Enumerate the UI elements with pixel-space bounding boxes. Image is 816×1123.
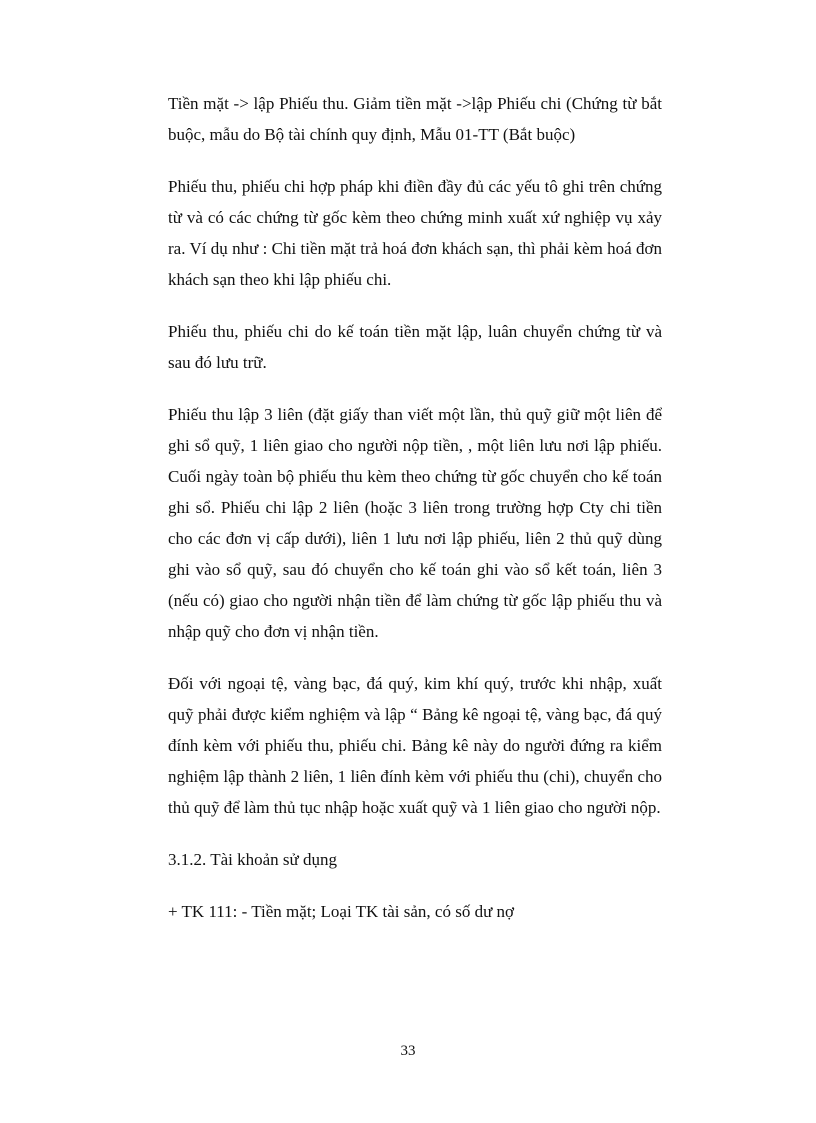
paragraph-voucher-validity: Phiếu thu, phiếu chi hợp pháp khi điền đầy đủ các yếu tô ghi trên chứng từ và có các chứng từ gốc kèm theo chứng minh xuất xứ nghiệp vụ xảy ra. Ví dụ như : Chi tiền mặt trả hoá đơn khách sạn, thì phải kèm hoá đơn khách sạn theo khi lập phiếu chi. — [168, 177, 662, 289]
paragraph-tk-111: + TK 111: - Tiền mặt; Loại TK tài sản, có số dư nợ — [168, 902, 515, 921]
document-body — [168, 88, 662, 927]
paragraph-voucher-preparation: Phiếu thu, phiếu chi do kế toán tiền mặt lập, luân chuyển chứng từ và sau đó lưu trữ. — [168, 322, 662, 372]
paragraph-voucher-copies: Phiếu thu lập 3 liên (đặt giấy than viết một lần, thủ quỹ giữ một liên để ghi sổ quỹ, 1 liên giao cho người nộp tiền, , một liên lưu nơi lập phiếu. Cuối ngày toàn bộ phiếu thu kèm theo chứng từ gốc chuyển cho kế toán ghi sổ. Phiếu chi lập 2 liên (hoặc 3 liên trong trường hợp Cty chi tiền cho các đơn vị cấp dưới), liên 1 lưu nơi lập phiếu, liên 2 thủ quỹ dùng ghi vào sổ quỹ, sau đó chuyển cho kế toán ghi vào sổ kết toán, liên 3 (nếu có) giao cho người nhận tiền để làm chứng từ gốc lập phiếu thu và nhập quỹ cho đơn vị nhận tiền. — [168, 405, 662, 641]
paragraph-cash-vouchers: Tiền mặt -> lập Phiếu thu. Giảm tiền mặt ->lập Phiếu chi (Chứng từ bắt buộc, mẫu do Bộ tài chính quy định, Mẫu 01-TT (Bắt buộc) — [168, 94, 662, 144]
paragraph-foreign-currency: Đối với ngoại tệ, vàng bạc, đá quý, kim khí quý, trước khi nhập, xuất quỹ phải được kiểm nghiệm và lập “ Bảng kê ngoại tệ, vàng bạc, đá quý đính kèm với phiếu thu, phiếu chi. Bảng kê này do người đứng ra kiểm nghiệm lập thành 2 liên, 1 liên đính kèm với phiếu thu (chi), chuyển cho thủ quỹ để làm thủ tục nhập hoặc xuất quỹ và 1 liên giao cho người nộp. — [168, 674, 662, 817]
section-heading-accounts-used: 3.1.2. Tài khoản sử dụng — [168, 850, 337, 869]
page-number: 33 — [400, 1043, 416, 1059]
